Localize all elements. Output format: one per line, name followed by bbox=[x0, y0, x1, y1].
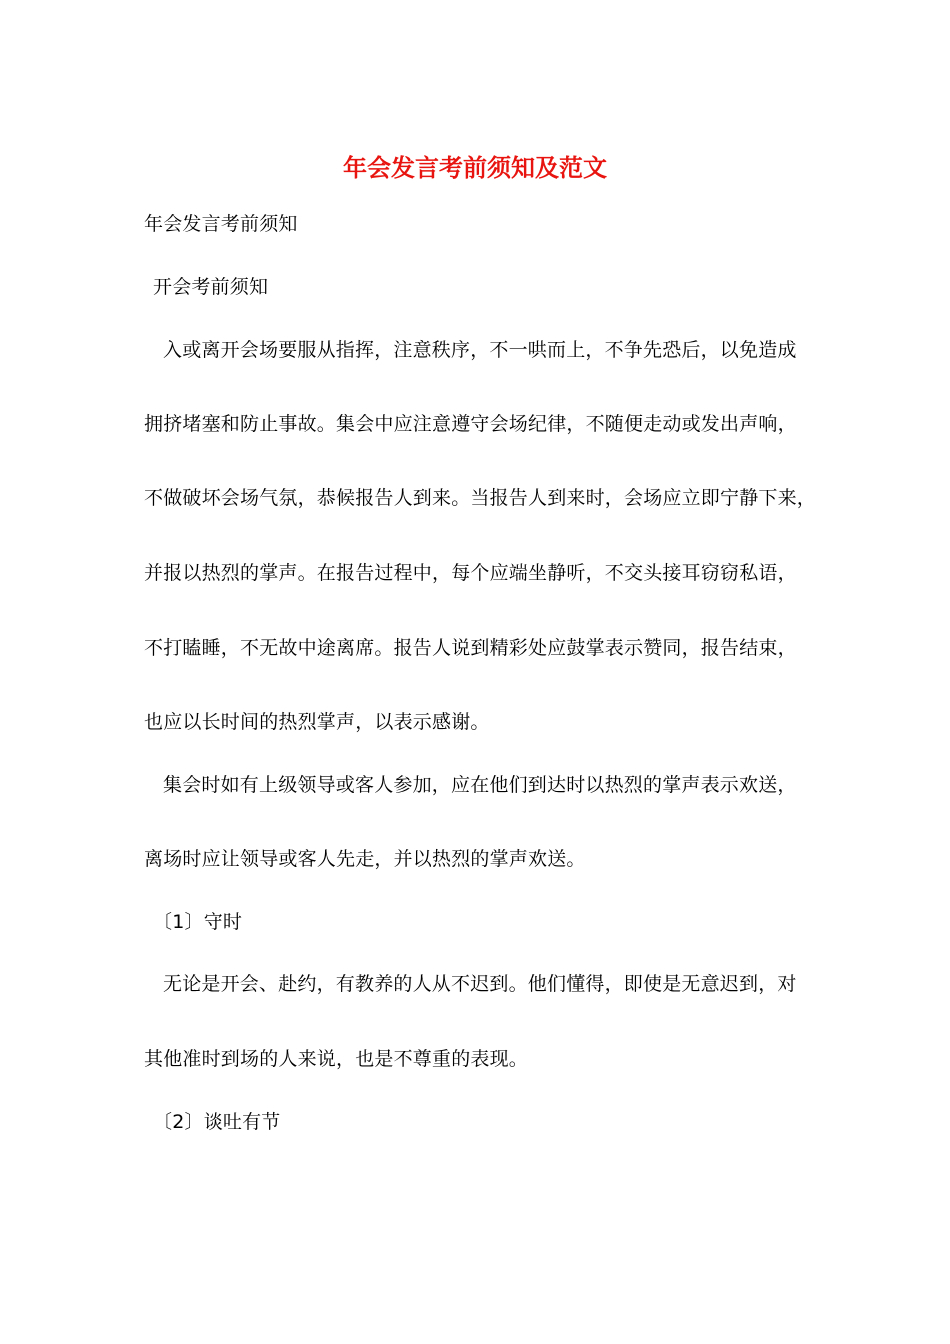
paragraph-line: 也应以长时间的热烈掌声，以表示感谢。 bbox=[144, 711, 490, 733]
paragraph-line: 不打瞌睡，不无故中途离席。报告人说到精彩处应鼓掌表示赞同，报告结束， bbox=[144, 637, 797, 659]
paragraph-line: 集会时如有上级领导或客人参加，应在他们到达时以热烈的掌声表示欢送， bbox=[163, 774, 797, 796]
section-heading: 年会发言考前须知 bbox=[144, 213, 298, 235]
numbered-heading: 〔2〕谈吐有节 bbox=[153, 1111, 281, 1133]
paragraph-line: 不做破坏会场气氛，恭候报告人到来。当报告人到来时，会场应立即宁静下来， bbox=[144, 487, 817, 509]
subsection-heading: 开会考前须知 bbox=[153, 276, 269, 298]
paragraph-line: 无论是开会、赴约，有教养的人从不迟到。他们懂得，即使是无意迟到，对 bbox=[163, 973, 797, 995]
paragraph-line: 离场时应让领导或客人先走，并以热烈的掌声欢送。 bbox=[144, 848, 586, 870]
paragraph-line: 其他准时到场的人来说，也是不尊重的表现。 bbox=[144, 1048, 529, 1070]
paragraph-line: 入或离开会场要服从指挥，注意秩序，不一哄而上，不争先恐后，以免造成 bbox=[163, 339, 797, 361]
numbered-heading: 〔1〕守时 bbox=[153, 911, 243, 933]
paragraph-line: 拥挤堵塞和防止事故。集会中应注意遵守会场纪律，不随便走动或发出声响， bbox=[144, 413, 797, 435]
paragraph-line: 并报以热烈的掌声。在报告过程中，每个应端坐静听，不交头接耳窃窃私语， bbox=[144, 562, 797, 584]
document-title: 年会发言考前须知及范文 bbox=[343, 153, 607, 182]
